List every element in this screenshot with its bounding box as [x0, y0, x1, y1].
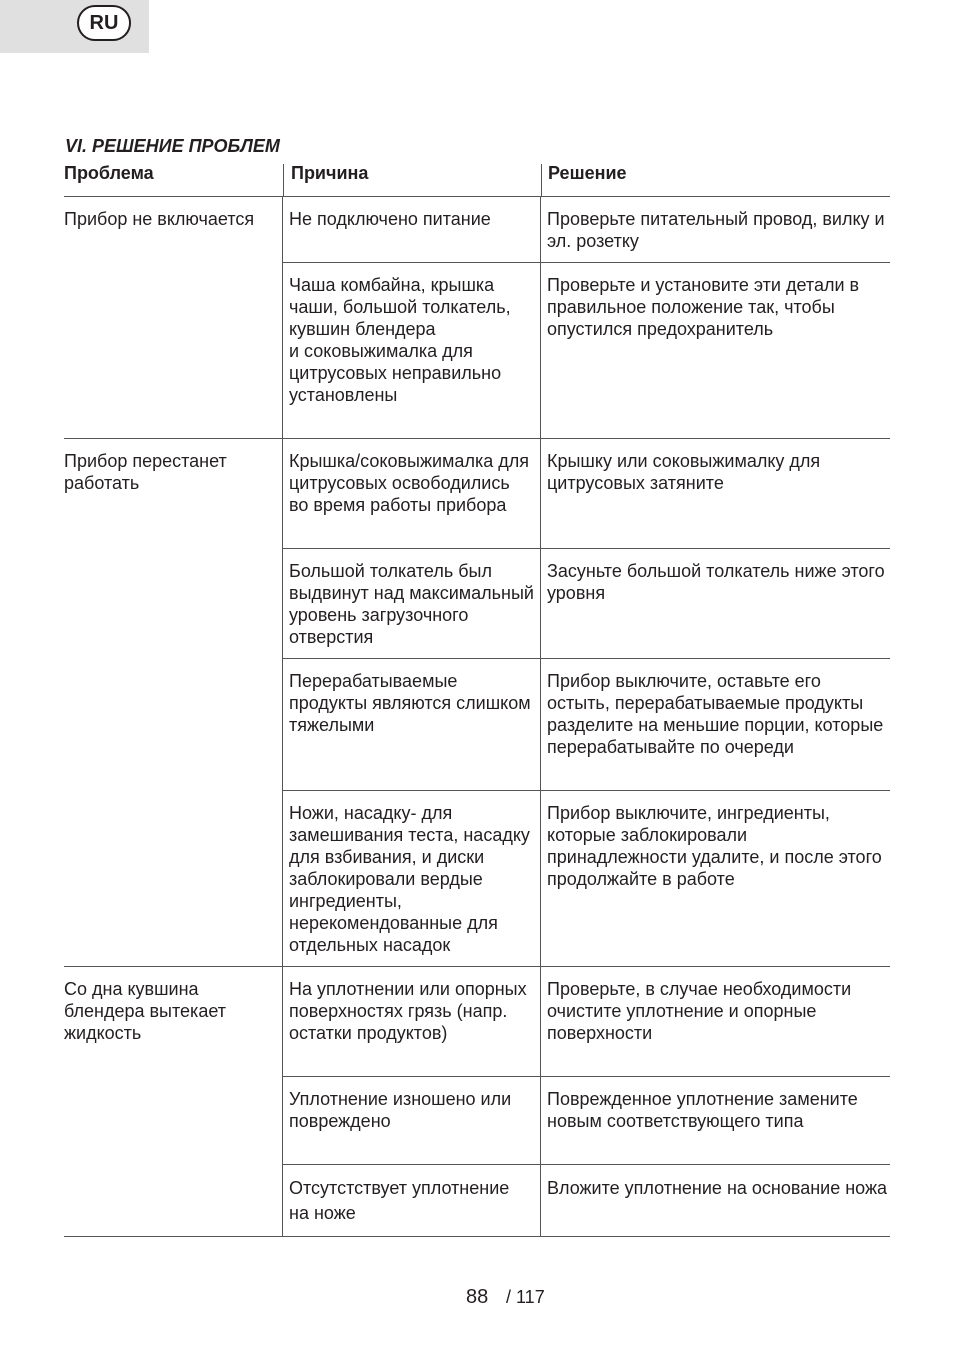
table-row	[283, 659, 890, 791]
table-row	[283, 439, 890, 549]
cause-solution-list	[282, 967, 890, 1236]
solution-cell: Вложите уплотнение на основание ножа	[547, 1178, 888, 1198]
problem-cell: Прибор не включается	[64, 209, 255, 229]
cause-cell: Перерабатываемые продукты являются слишком тяжелыми	[283, 659, 541, 790]
table-row	[283, 1077, 890, 1165]
table-row	[283, 197, 890, 263]
page-total: / 117	[506, 1287, 545, 1307]
cause-solution-list	[282, 197, 890, 438]
table-row	[283, 549, 890, 659]
solution-cell: Проверьте и установите эти детали в правильное положение так, чтобы опустился предохранитель	[547, 275, 860, 339]
table-row	[283, 791, 890, 966]
header-cause: Причина	[283, 164, 541, 196]
solution-cell: Прибор выключите, ингредиенты, которые заблокировали принадлежности удалите, и после этого продолжайте в работе	[547, 803, 882, 889]
solution-cell: Проверьте, в случае необходимости очистите уплотнение и опорные поверхности	[547, 979, 852, 1043]
header-solution: Решение	[541, 164, 890, 196]
problem-cell: Со дна кувшина блендера вытекает жидкость	[64, 979, 226, 1043]
cause-cell: Ножи, насадку- для замешивания теста, насадку для взбивания, и диски заблокировали вердые ингредиенты, нерекомендованные для отдельных насадок	[283, 791, 541, 966]
solution-cell: Крышку или соковыжималку для цитрусовых затяните	[547, 451, 821, 493]
cause-cell: На уплотнении или опорных поверхностях грязь (напр. остатки продуктов)	[283, 967, 541, 1076]
language-badge: RU	[77, 5, 131, 41]
cause-cell: Чаша комбайна, крышка чаши, большой толкатель, кувшин блендера и соковыжималка для цитрусовых неправильно установлены	[283, 263, 541, 438]
section-title: VI. РЕШЕНИЕ ПРОБЛЕМ	[65, 136, 280, 156]
solution-cell: Засуньте большой толкатель ниже этого уровня	[547, 561, 885, 603]
problem-group	[64, 439, 890, 967]
problem-group	[64, 967, 890, 1237]
solution-cell: Проверьте питательный провод, вилку и эл. розетку	[547, 209, 885, 251]
language-tab	[0, 0, 149, 53]
table-row	[283, 263, 890, 438]
table-header	[64, 164, 890, 197]
cause-solution-list	[282, 439, 890, 966]
cause-cell: Уплотнение изношено или повреждено	[283, 1077, 541, 1164]
cause-cell: Крышка/соковыжималка для цитрусовых освободились во время работы прибора	[283, 439, 541, 548]
problem-group	[64, 197, 890, 439]
cause-cell: Отсутстствует уплотнение на ноже	[283, 1165, 541, 1236]
table-row	[283, 1165, 890, 1236]
problem-cell: Прибор перестанет работать	[64, 451, 227, 493]
troubleshooting-table	[64, 164, 890, 1237]
solution-cell: Прибор выключите, оставьте его остыть, перерабатываемые продукты разделите на меньшие порции, которые перерабатывайте по очереди	[547, 671, 884, 757]
header-problem: Проблема	[64, 163, 154, 183]
table-row	[283, 967, 890, 1077]
cause-cell: Большой толкатель был выдвинут над максимальный уровень загрузочного отверстия	[283, 549, 541, 658]
solution-cell: Поврежденное уплотнение замените новым соответствующего типа	[547, 1089, 858, 1131]
cause-cell: Не подключено питание	[283, 197, 541, 262]
page-number: 88	[466, 1286, 489, 1308]
